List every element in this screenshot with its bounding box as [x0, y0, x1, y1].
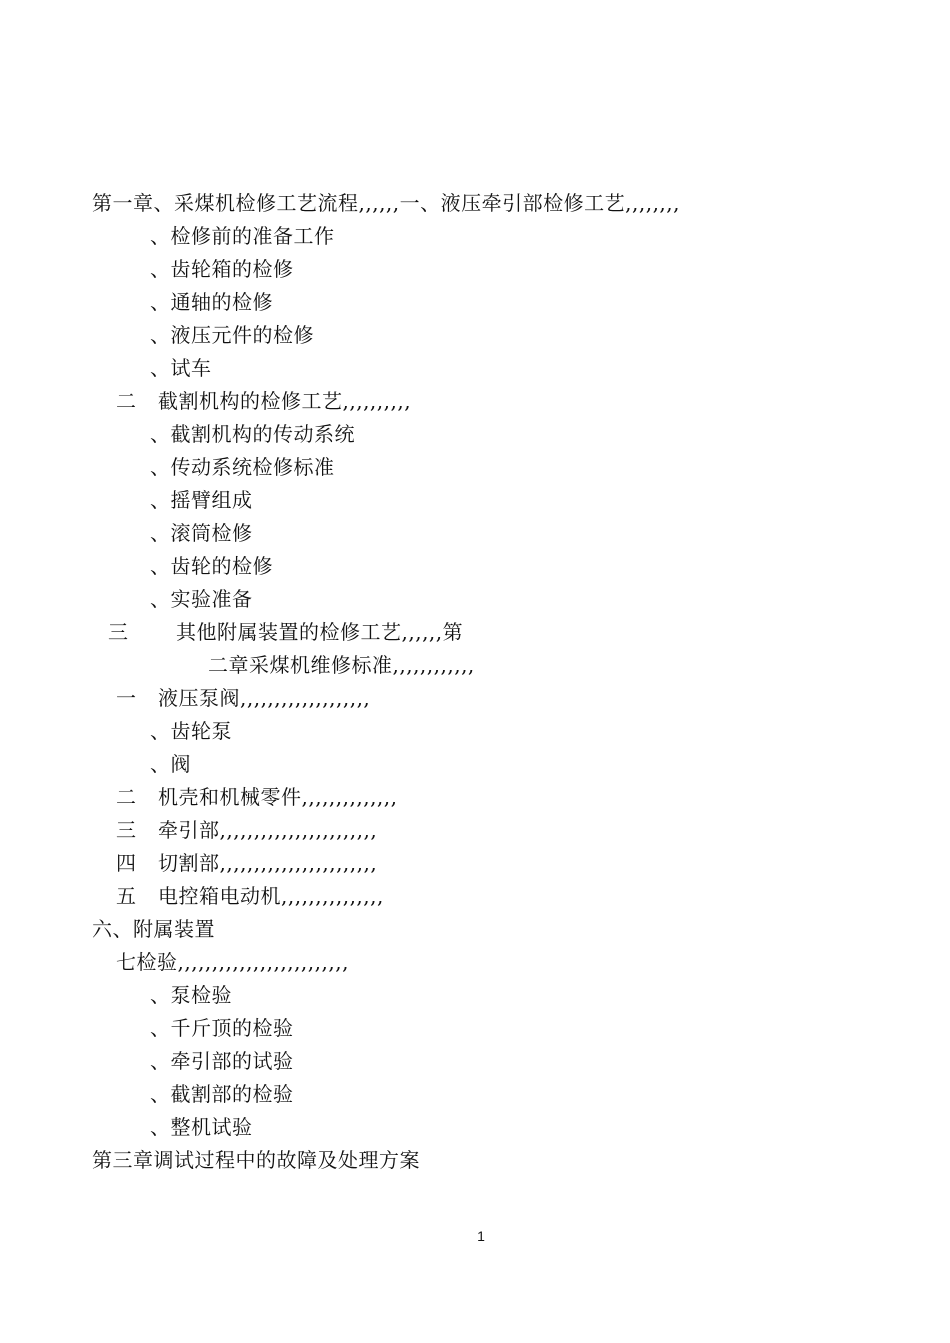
toc-line-section: 六、附属装置 [92, 917, 215, 941]
toc-line-section: 二 机壳和机械零件,,,,,,,,,,,,,, [116, 785, 398, 809]
toc-line: 、检修前的准备工作 [150, 224, 335, 248]
toc-line-section: 四 切割部,,,,,,,,,,,,,,,,,,,,,,, [116, 851, 378, 875]
toc-line: 、试车 [150, 356, 212, 380]
toc-line-section: 三 其他附属装置的检修工艺,,,,,,第 [108, 620, 464, 644]
toc-line-section: 一 液压泵阀,,,,,,,,,,,,,,,,,,, [116, 686, 371, 710]
toc-line: 、实验准备 [150, 587, 253, 611]
toc-line: 、滚筒检修 [150, 521, 253, 545]
page-number: 1 [477, 1228, 485, 1244]
toc-line-section: 七检验,,,,,,,,,,,,,,,,,,,,,,,,, [116, 950, 349, 974]
toc-line-section: 二 截割机构的检修工艺,,,,,,,,,, [116, 389, 412, 413]
toc-line: 、千斤顶的检验 [150, 1016, 294, 1040]
toc-line-section: 三 牵引部,,,,,,,,,,,,,,,,,,,,,,, [116, 818, 378, 842]
toc-line-section: 五 电控箱电动机,,,,,,,,,,,,,,, [116, 884, 384, 908]
toc-line-chapter-3: 第三章调试过程中的故障及处理方案 [92, 1148, 420, 1172]
toc-line: 、齿轮泵 [150, 719, 232, 743]
toc-line: 、截割机构的传动系统 [150, 422, 355, 446]
toc-line: 、牵引部的试验 [150, 1049, 294, 1073]
toc-line: 、整机试验 [150, 1115, 253, 1139]
toc-line: 、齿轮的检修 [150, 554, 273, 578]
toc-line: 、传动系统检修标准 [150, 455, 335, 479]
toc-line-chapter-1: 第一章、采煤机检修工艺流程,,,,,,一、液压牵引部检修工艺,,,,,,,, [92, 191, 681, 215]
toc-line: 、阀 [150, 752, 191, 776]
toc-line: 、齿轮箱的检修 [150, 257, 294, 281]
toc-line: 、液压元件的检修 [150, 323, 314, 347]
toc-line: 、摇臂组成 [150, 488, 253, 512]
toc-line: 、截割部的检验 [150, 1082, 294, 1106]
toc-line-chapter-2: 二章采煤机维修标准,,,,,,,,,,,, [208, 653, 475, 677]
toc-line: 、泵检验 [150, 983, 232, 1007]
toc-line: 、通轴的检修 [150, 290, 273, 314]
